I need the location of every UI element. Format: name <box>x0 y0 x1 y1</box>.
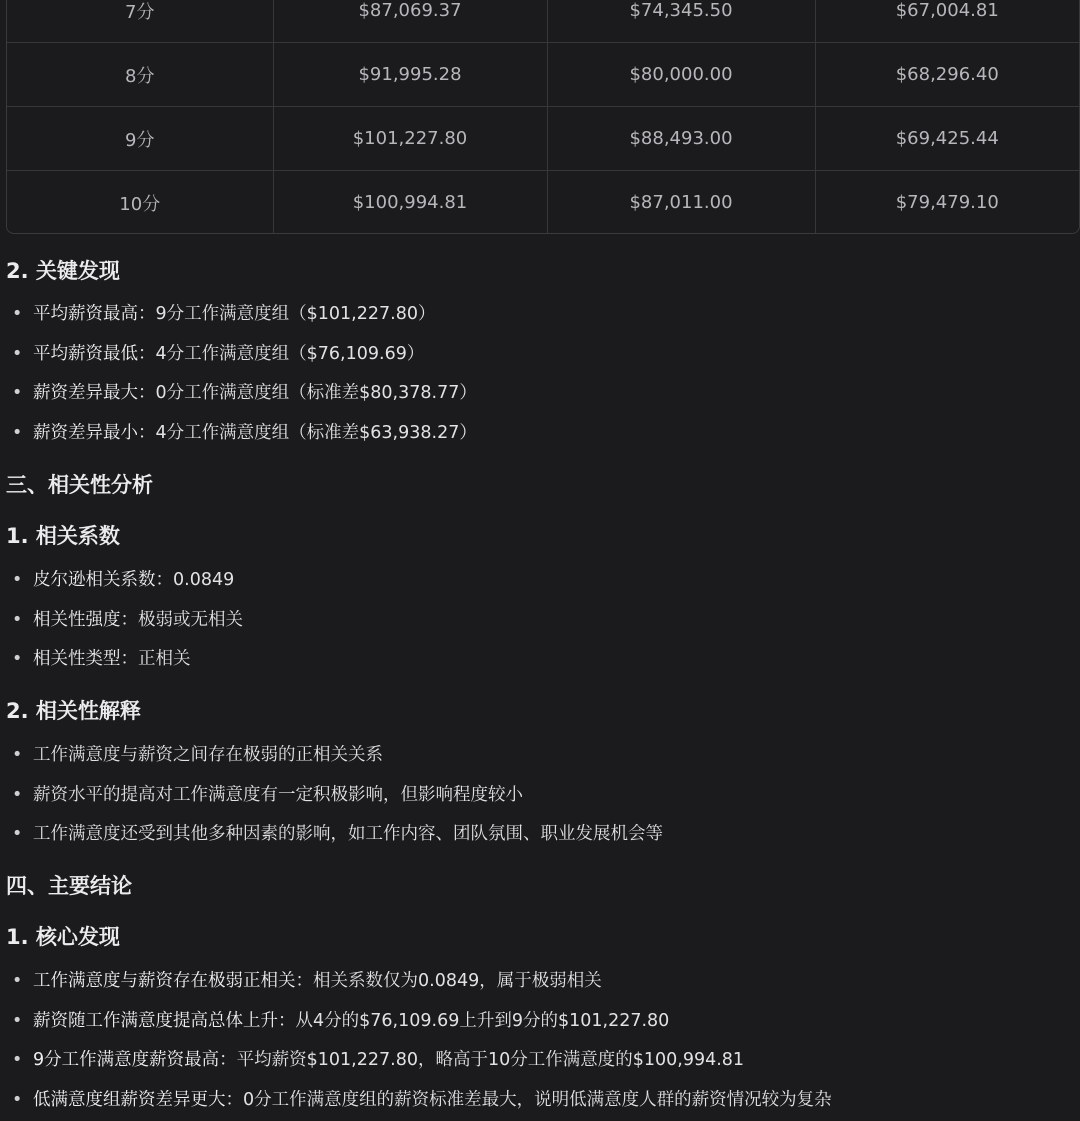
list-item <box>0 776 1070 816</box>
table-cell: $101,227.80 <box>273 107 547 171</box>
item-text: ：4分工作满意度组（$76,109.69） <box>138 343 425 364</box>
bullet-icon: • <box>12 570 23 590</box>
item-text: ：4分工作满意度组（标准差$63,938.27） <box>138 423 477 444</box>
bullet-icon: • <box>12 971 23 991</box>
item-text: ：0分工作满意度组的薪资标准差最大，说明低满意度人群的薪资情况较为复杂 <box>225 1090 832 1111</box>
conclusion-list <box>0 962 1070 1121</box>
bullet-icon: • <box>12 649 23 670</box>
table-cell: $87,069.37 <box>273 0 547 43</box>
bullet-icon: • <box>12 343 23 364</box>
table-cell: $69,425.44 <box>815 107 1079 171</box>
item-label: 相关性类型 <box>33 649 121 670</box>
item-label: 9分工作满意度薪资最高 <box>33 1050 220 1071</box>
table-row <box>7 171 1079 235</box>
item-text: 工作满意度还受到其他多种因素的影响，如工作内容、团队氛围、职业发展机会等 <box>33 824 663 845</box>
list-item <box>0 1002 1070 1042</box>
list-item <box>0 561 1070 601</box>
item-label: 皮尔逊相关系数 <box>33 570 156 590</box>
table-row <box>7 0 1079 43</box>
item-text: ：0.0849 <box>155 570 235 590</box>
table-row <box>7 107 1079 171</box>
interp-list <box>0 736 1070 855</box>
item-label: 相关性强度 <box>33 609 121 630</box>
table-cell: $68,296.40 <box>815 43 1079 107</box>
list-item <box>0 815 1070 855</box>
list-item <box>0 962 1070 1002</box>
core-heading: 1. 核心发现 <box>6 925 120 949</box>
table-cell: $91,995.28 <box>273 43 547 107</box>
bullet-icon: • <box>12 1050 23 1071</box>
table-cell: $100,994.81 <box>273 171 547 235</box>
table-cell: $67,004.81 <box>815 0 1079 43</box>
bullet-icon: • <box>12 745 23 765</box>
item-text: ：相关系数仅为0.0849，属于极弱相关 <box>295 971 602 991</box>
list-item <box>0 601 1070 641</box>
item-text: ：平均薪资$101,227.80，略高于10分工作满意度的$100,994.81 <box>219 1050 745 1071</box>
bullet-icon: • <box>12 1010 23 1031</box>
bullet-icon: • <box>12 383 23 404</box>
bullet-icon: • <box>12 304 23 324</box>
table-cell: $79,479.10 <box>895 192 999 213</box>
table-cell-score: 10分 <box>7 171 273 235</box>
table-cell-score: 9分 <box>7 107 273 171</box>
item-text: 薪资水平的提高对工作满意度有一定积极影响，但影响程度较小 <box>33 784 523 805</box>
bullet-icon: • <box>12 423 23 444</box>
table-cell: $74,345.50 <box>547 0 815 43</box>
list-item <box>0 736 1070 776</box>
item-text: ：0分工作满意度组（标准差$80,378.77） <box>138 383 477 404</box>
bullet-icon: • <box>12 784 23 805</box>
list-item <box>0 374 1070 414</box>
item-label: 薪资差异最小 <box>33 423 138 444</box>
list-item <box>0 640 1070 680</box>
key-findings-list <box>0 295 1070 454</box>
table-cell-score: 8分 <box>7 43 273 107</box>
item-label: 平均薪资最高 <box>33 304 138 324</box>
bullet-icon: • <box>12 824 23 845</box>
item-text: 工作满意度与薪资之间存在极弱的正相关关系 <box>33 745 383 765</box>
coef-list <box>0 561 1070 680</box>
item-label: 薪资随工作满意度提高总体上升 <box>33 1010 278 1031</box>
item-label: 低满意度组薪资差异更大 <box>33 1090 226 1111</box>
conclusion-heading: 四、主要结论 <box>6 874 132 898</box>
bullet-icon: • <box>12 1090 23 1111</box>
list-item <box>0 1081 1070 1121</box>
interp-heading: 2. 相关性解释 <box>6 699 141 723</box>
item-text: ：极弱或无相关 <box>120 609 243 630</box>
coef-heading: 1. 相关系数 <box>6 524 120 548</box>
item-text: ：从4分的$76,109.69上升到9分的$101,227.80 <box>278 1010 670 1031</box>
table-row <box>7 43 1079 107</box>
bullet-icon: • <box>12 609 23 630</box>
list-item <box>0 1041 1070 1081</box>
item-text: ：9分工作满意度组（$101,227.80） <box>138 304 436 324</box>
list-item <box>0 295 1070 335</box>
item-text: ：正相关 <box>120 649 191 670</box>
key-findings-heading: 2. 关键发现 <box>6 259 120 283</box>
list-item <box>0 335 1070 375</box>
table-cell: $80,000.00 <box>547 43 815 107</box>
item-label: 平均薪资最低 <box>33 343 138 364</box>
table-cell: $88,493.00 <box>547 107 815 171</box>
item-label: 薪资差异最大 <box>33 383 138 404</box>
list-item <box>0 414 1070 454</box>
table-cell: $87,011.00 <box>547 171 815 235</box>
salary-table <box>6 0 1080 234</box>
correlation-heading: 三、相关性分析 <box>6 473 153 497</box>
table-cell-score: 7分 <box>7 0 273 43</box>
item-label: 工作满意度与薪资存在极弱正相关 <box>33 971 296 991</box>
